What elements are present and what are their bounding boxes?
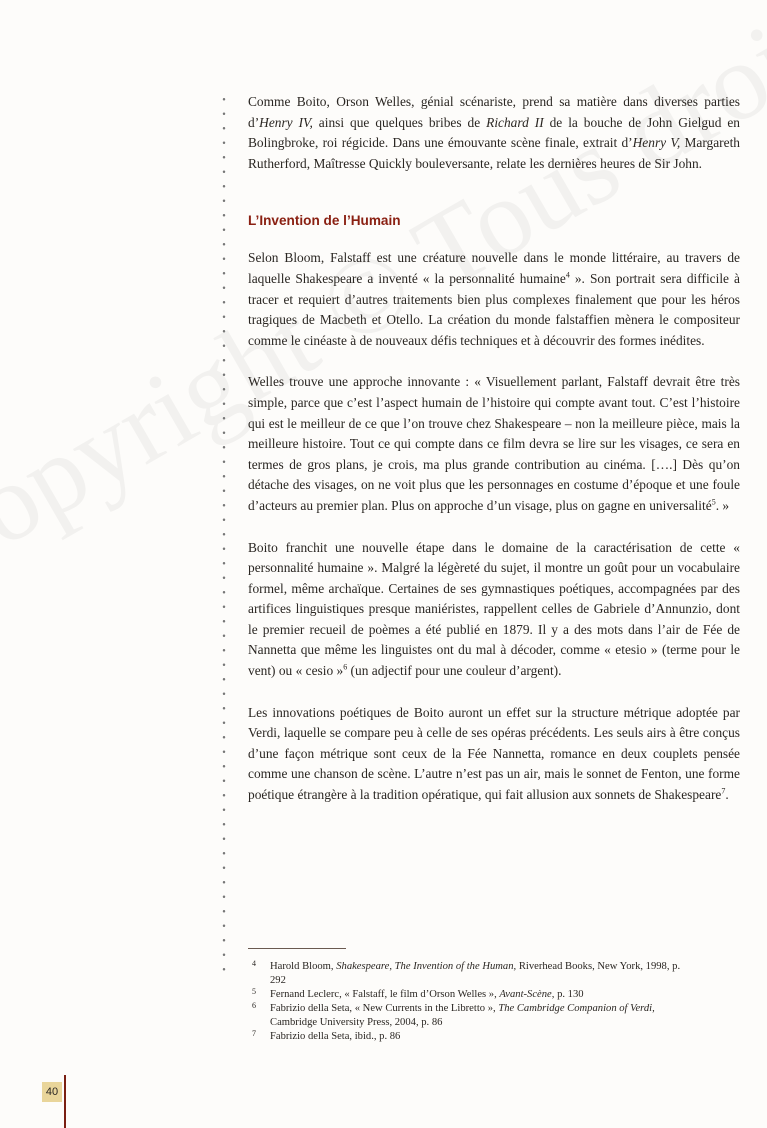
p5-text-a: Les innovations poétiques de Boito auront un effet sur la structure métrique adoptée par Verdi, laquelle se compare peu à celle de ses opéras précédents. Les seuls airs à être conçus d’une façon métrique sont ceux de la Fée Nannetta, romance en deux couplets pensée comme une chanson de scène. L’autre n’est pas un air, mais le sonnet de Fenton, une forme poétique étrangère à la tradition opératique, qui fait allusion aux sonnets de Shakespeare bbox=[248, 704, 740, 803]
page-number-bar bbox=[64, 1075, 66, 1128]
main-text bbox=[248, 92, 740, 827]
paragraph-1 bbox=[248, 92, 740, 174]
footnote-7 bbox=[248, 1030, 688, 1044]
footnote-ref-4[interactable]: 4 bbox=[565, 270, 570, 280]
footnote-number: 5 bbox=[252, 987, 256, 996]
p1-text-b: ainsi que quelques bribes de bbox=[312, 114, 487, 130]
footnote-text-end: Riverhead Books, New York, 1998, p. 292 bbox=[270, 961, 681, 986]
p1-italic-henry-v: Henry V, bbox=[632, 135, 681, 151]
paragraph-2 bbox=[248, 248, 740, 351]
p3-text-a: Welles trouve une approche innovante : « Visuellement parlant, Falstaff devrait être très simple, parce que c’est l’aspect humain de l’histoire qui compte avant tout. C’est l’histoire qui est le meilleur de ce que l’on trouve chez Shakespeare – non la meilleure pièce, mais la meilleure histoire. Tout ce qui compte dans ce film devra se lire sur les visages, ce sera en termes de gros plans, je crois, ma plus grande contribution au cinéma. [….] Dès qu’on détache des visages, on ne voit plus que les personnages en costume d’époque et une foule d’acteurs au premier plan. Plus on approche d’un visage, plus on gagne en universalité bbox=[248, 374, 740, 513]
paragraph-5 bbox=[248, 703, 740, 806]
footnote-separator bbox=[248, 948, 346, 949]
footnote-4 bbox=[248, 960, 688, 988]
paragraph-3 bbox=[248, 372, 740, 516]
p1-italic-richard-ii: Richard II bbox=[486, 114, 544, 130]
p4-text-b: (un adjectif pour une couleur d’argent). bbox=[347, 663, 562, 679]
page-number: 40 bbox=[42, 1082, 62, 1102]
footnote-5 bbox=[248, 988, 688, 1002]
footnote-title: Shakespeare, The Invention of the Human, bbox=[336, 961, 517, 972]
footnote-text: Harold Bloom, bbox=[270, 961, 337, 972]
footnote-text: Fabrizio della Seta, « New Currents in the Libretto », bbox=[270, 1003, 499, 1014]
dotted-margin-rule bbox=[222, 92, 226, 972]
footnote-ref-6[interactable]: 6 bbox=[343, 662, 348, 672]
p1-italic-henry-iv: Henry IV, bbox=[259, 114, 313, 130]
p1-text-c: de la bouche de John Gielgud en Bolingbroke, roi régicide. Dans une émouvante scène finale, extrait d’ bbox=[248, 114, 740, 151]
footnote-text-end: p. 130 bbox=[554, 989, 584, 1000]
footnote-ref-7[interactable]: 7 bbox=[721, 786, 726, 796]
footnote-text: Fabrizio della Seta, ibid., p. 86 bbox=[270, 1031, 401, 1042]
p1-text-d: Margareth Rutherford, Maîtresse Quickly bouleversante, relate les dernières heures de Sir John. bbox=[248, 135, 740, 171]
footnote-number: 4 bbox=[252, 959, 256, 968]
footnote-title: The Cambridge Companion of Verdi, bbox=[498, 1003, 655, 1014]
footnote-number: 7 bbox=[252, 1029, 256, 1038]
p5-text-b: . bbox=[725, 787, 729, 803]
p1-text-a: Comme Boito, Orson Welles, génial scénariste, prend sa matière dans diverses parties d’ bbox=[248, 94, 740, 130]
footnote-ref-5[interactable]: 5 bbox=[711, 497, 716, 507]
section-title: L’Invention de l’Humain bbox=[248, 213, 401, 229]
footnote-text: Fernand Leclerc, « Falstaff, le film d’Orson Welles », bbox=[270, 989, 500, 1000]
p3-text-b: . » bbox=[715, 497, 730, 513]
p2-text-a: Selon Bloom, Falstaff est une créature nouvelle dans le monde littéraire, au travers de laquelle Shakespeare a inventé « la personnalité humaine bbox=[248, 250, 740, 286]
footnote-text-end: Cambridge University Press, 2004, p. 86 bbox=[270, 1017, 443, 1028]
paragraph-4 bbox=[248, 538, 740, 682]
p4-text-a: Boito franchit une nouvelle étape dans le domaine de la caractérisation de cette « personnalité humaine ». Malgré la légèreté du sujet, il montre un goût pour un vocabulaire formel, même archaïque. Certaines de ses gymnastiques poétiques, accompagnées par des artifices linguistiques presque maniéristes, rappellent celles de Gabriele d’Annunzio, dont le premier recueil de poèmes a été publié en 1879. Il y a des mots dans l’air de Fée de Nannetta que même les linguistes ont du mal à décoder, comme « etesio » (terme pour le vent) ou « cesio » bbox=[248, 539, 740, 679]
footnote-6 bbox=[248, 1002, 688, 1030]
footnote-number: 6 bbox=[252, 1001, 256, 1010]
footnotes bbox=[248, 960, 688, 1044]
footnote-title: Avant-Scène, bbox=[499, 989, 555, 1000]
p2-text-b: ». Son portrait sera difficile à tracer et requiert d’autres traitements bien plus complexes finalement que pour les héros tragiques de Macbeth et Otello. La création du monde falstaffien mènera le compositeur comme le cinéaste à de nouveaux défis techniques et à découvrir des formes inédites. bbox=[248, 270, 740, 348]
